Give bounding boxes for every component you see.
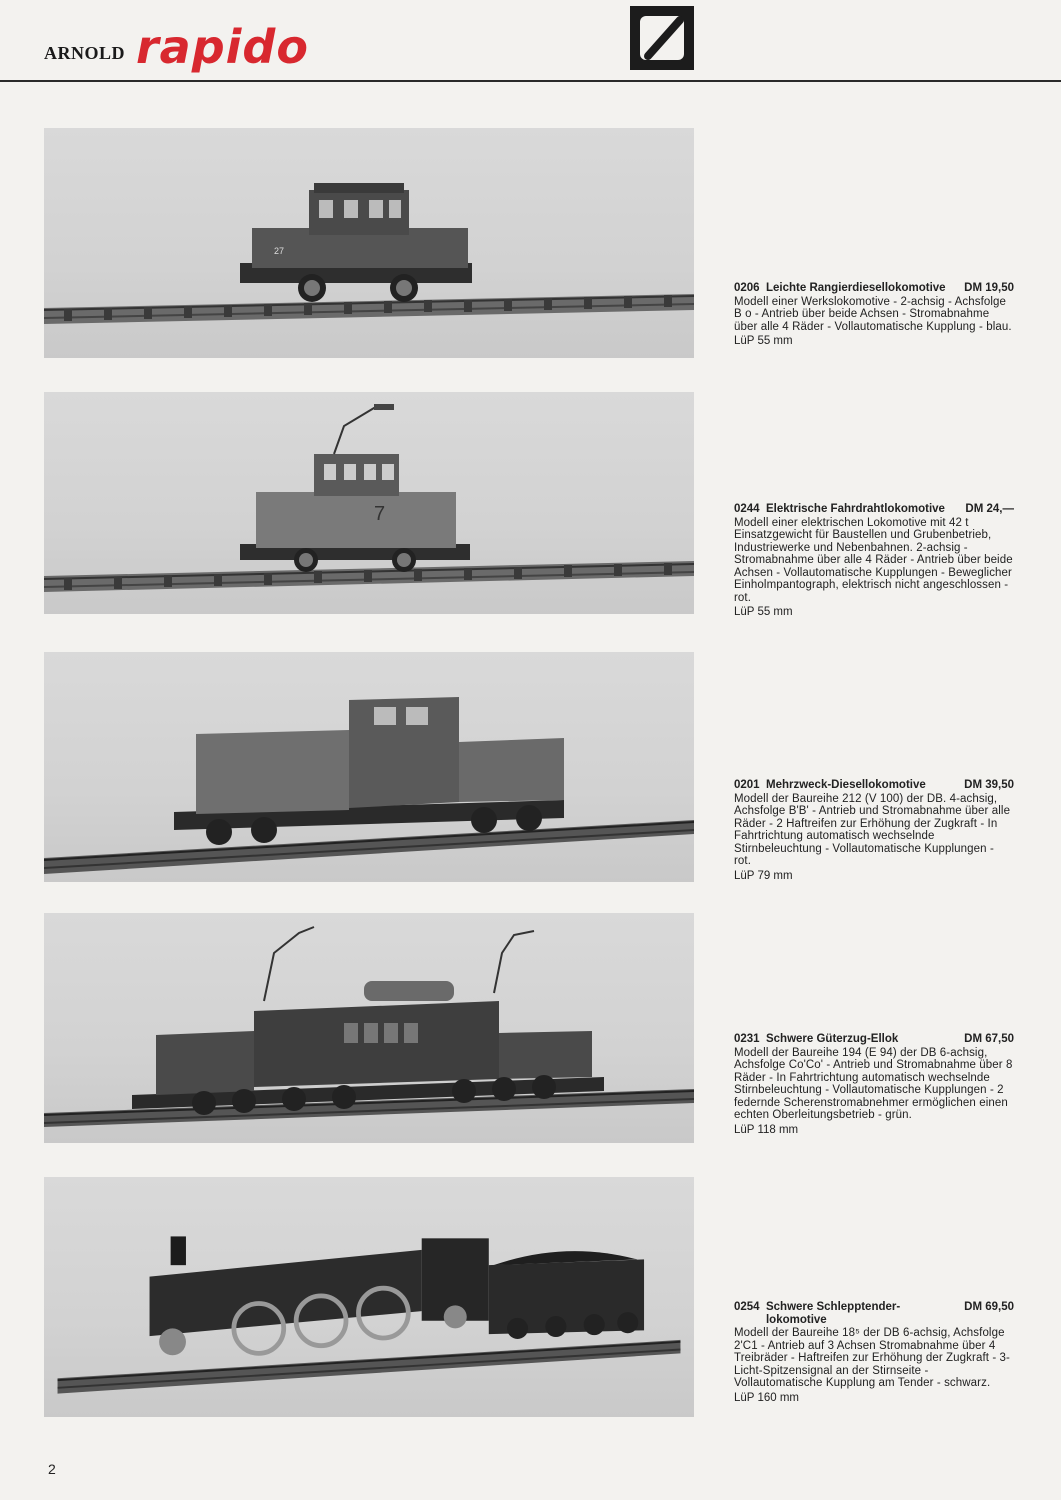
- product-title: Schwere Schlepptender-lokomotive: [765, 1301, 901, 1326]
- product-length: LüP 118 mm: [734, 1123, 799, 1136]
- product-description: Modell einer Werkslokomotive - 2-achsig - Achsfolge B o - Antrieb über beide Achsen - Stromabnahme über alle 4 Räder - Vollautomatische Kupplung - blau.: [734, 295, 1012, 333]
- header-rule: [0, 80, 1061, 82]
- product-description: Modell der Baureihe 212 (V 100) der DB. 4-achsig, Achsfolge B'B' - Antrieb und Stromabnahme über alle Räder - 2 Haftreifen zur Erhöhung der Zugkraft - In Fahrtrichtung automatisch wechselnde Stirnbeleuchtung - Vollautomatische Kupplungen - rot.: [734, 792, 1011, 867]
- product-title-row: [734, 1301, 1014, 1326]
- arnold-emblem-icon: [630, 6, 694, 70]
- product-title: Leichte Rangierdiesellokomotive: [765, 282, 946, 294]
- product-price: DM 67,50: [964, 1033, 1014, 1045]
- product-length: LüP 55 mm: [734, 606, 793, 618]
- product-title-row: [734, 779, 1014, 792]
- brand-logo: [44, 20, 384, 74]
- product-0244: [734, 503, 1014, 619]
- product-number: 0231: [734, 1033, 760, 1045]
- product-0206: [734, 282, 1014, 348]
- product-number: 0254: [734, 1301, 760, 1313]
- product-number: 0201: [734, 779, 760, 791]
- product-0254: [734, 1301, 1014, 1404]
- product-description: Modell einer elektrischen Lokomotive mit 42 t Einsatzgewicht für Baustellen und Grubenbetrieb, Industriewerke und Nebenbahnen. 2-achsig - Stromabnahme über alle 4 Räder - Antrieb über beide Achsen - Vollautomatische Kupplungen - Beweglicher Einholmpantograph, elektrisch nicht angeschlossen - rot.: [734, 516, 1013, 604]
- product-0231: [734, 1033, 1014, 1136]
- product-price: DM 19,50: [964, 282, 1014, 294]
- brand-arnold-text: ARNOLD: [44, 43, 126, 63]
- product-title: Mehrzweck-Diesellokomotive: [765, 779, 926, 791]
- product-0201: [734, 779, 1014, 882]
- page-number: 2: [48, 1461, 56, 1477]
- product-price: DM 69,50: [964, 1301, 1014, 1313]
- product-title-row: [734, 503, 1014, 516]
- photo-0244: [44, 392, 694, 614]
- brand-rapido-text: rapido: [136, 20, 309, 74]
- product-description: Modell der Baureihe 18⁵ der DB 6-achsig, Achsfolge 2'C1 - Antrieb auf 3 Achsen Stromabnahme über 4 Treibräder - Haftreifen zur Erhöhung der Zugkraft - 3-Licht-Spitzensignal an der Stirnseite - Vollautomatische Kupplung am Tender - schwarz.: [734, 1327, 1010, 1389]
- product-title: Schwere Güterzug-Ellok: [765, 1033, 899, 1045]
- product-title: Elektrische Fahrdrahtlokomotive: [765, 503, 945, 515]
- loco-number-label: 7: [374, 503, 386, 525]
- photo-0206: [44, 128, 694, 358]
- product-price: DM 39,50: [964, 779, 1014, 791]
- product-number: 0244: [734, 503, 760, 515]
- product-length: LüP 160 mm: [734, 1391, 799, 1404]
- photo-0231: [44, 913, 694, 1143]
- product-length: LüP 79 mm: [734, 869, 793, 882]
- product-price: DM 24,—: [965, 503, 1014, 515]
- loco-number-label: 27: [274, 246, 285, 256]
- product-title-row: [734, 1033, 1014, 1046]
- product-description: Modell der Baureihe 194 (E 94) der DB 6-achsig, Achsfolge Co'Co' - Antrieb und Stromabnahme über 8 Räder - In Fahrtrichtung automatisch wechselnde Stirnbeleuchtung - Vollautomatische Kupplungen - 2 federnde Scherenstromabnehmer ermöglichen einen echten Oberleitungsbetrieb - grün.: [734, 1046, 1013, 1121]
- product-number: 0206: [734, 282, 760, 294]
- product-length: LüP 55 mm: [734, 335, 793, 347]
- product-title-row: [734, 282, 1014, 295]
- photo-0201: [44, 652, 694, 882]
- photo-0254: [44, 1177, 694, 1417]
